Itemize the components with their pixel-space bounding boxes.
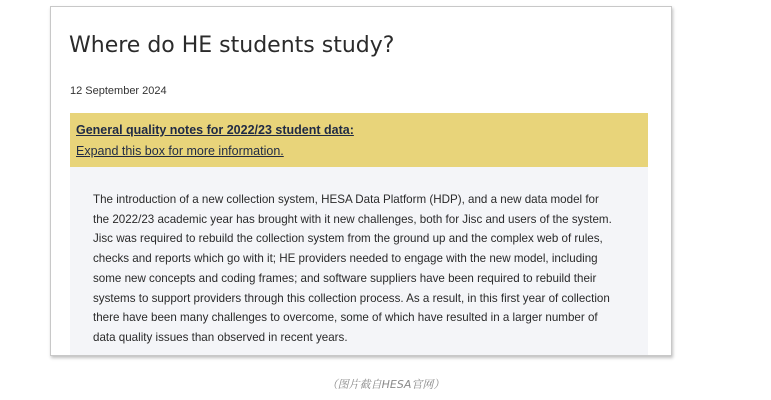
paragraph-line: there have been many challenges to overcome, some of which have resulted in a larger number of	[93, 311, 598, 325]
paragraph-line: systems to support providers through this collection process. As a result, in this first year of collection	[93, 291, 610, 305]
image-caption: （图片截自HESA官网）	[326, 378, 445, 391]
quality-notes-toggle[interactable]	[70, 113, 648, 167]
paragraph-line: The introduction of a new collection system, HESA Data Platform (HDP), and a new data model for	[93, 193, 599, 206]
expand-notes-link[interactable]: Expand this box for more information.	[76, 144, 284, 158]
paragraph-line: Jisc was required to rebuild the collection system from the ground up and the complex web of rules,	[93, 232, 603, 246]
quality-notes-content	[70, 167, 648, 356]
paragraph-line: checks and reports which go with it; HE providers needed to engage with the new model, including	[93, 252, 598, 266]
paragraph-line: the 2022/23 academic year has brought with it new challenges, both for Jisc and users of the system.	[93, 212, 612, 226]
paragraph-line: some new concepts and coding frames; and software suppliers have been required to rebuild their	[93, 271, 597, 285]
screenshot-frame	[50, 6, 672, 356]
page-title: Where do HE students study?	[69, 33, 395, 58]
paragraph-line: data quality issues than observed in recent years.	[93, 330, 348, 344]
quality-notes-paragraph	[93, 190, 633, 348]
publication-date: 12 September 2024	[70, 85, 167, 97]
quality-notes-title-link[interactable]: General quality notes for 2022/23 student data:	[76, 123, 354, 137]
